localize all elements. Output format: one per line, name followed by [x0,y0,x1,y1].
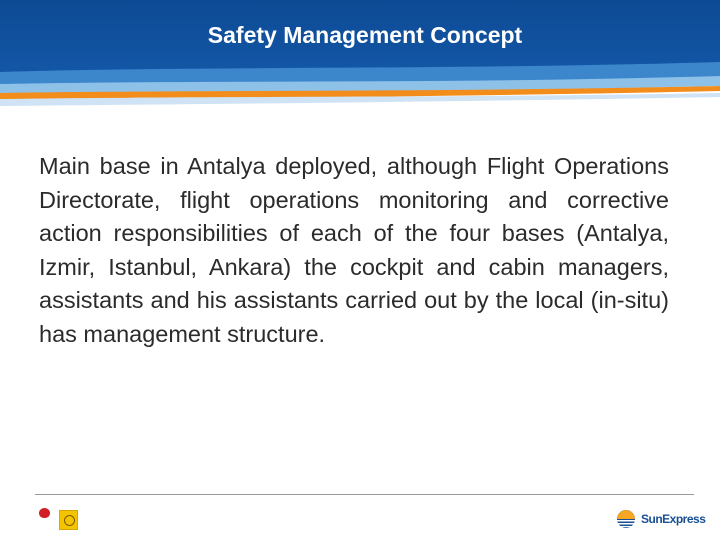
pegasus-mark-icon [39,508,50,518]
partner-logo [59,510,78,530]
header-banner-graphic [0,0,720,110]
sun-emblem-icon [614,508,638,530]
slide-title: Safety Management Concept [207,22,523,48]
slide-header [0,0,720,110]
sunexpress-logo [614,508,706,530]
partner-emblem-icon [64,515,75,526]
footer-divider [35,494,694,495]
pegasus-logo [35,508,55,530]
brand-name: SunExpress [641,512,706,526]
body-paragraph: Main base in Antalya deployed, although Flight Operations Directorate, flight operations monitoring and corrective action responsibilities of each of the four bases (Antalya, Izmir, Istanbul, Ankara) the cockpit and cabin managers, assistants and his assistants carried out by the local (in-situ) has management structure. [39,153,669,347]
